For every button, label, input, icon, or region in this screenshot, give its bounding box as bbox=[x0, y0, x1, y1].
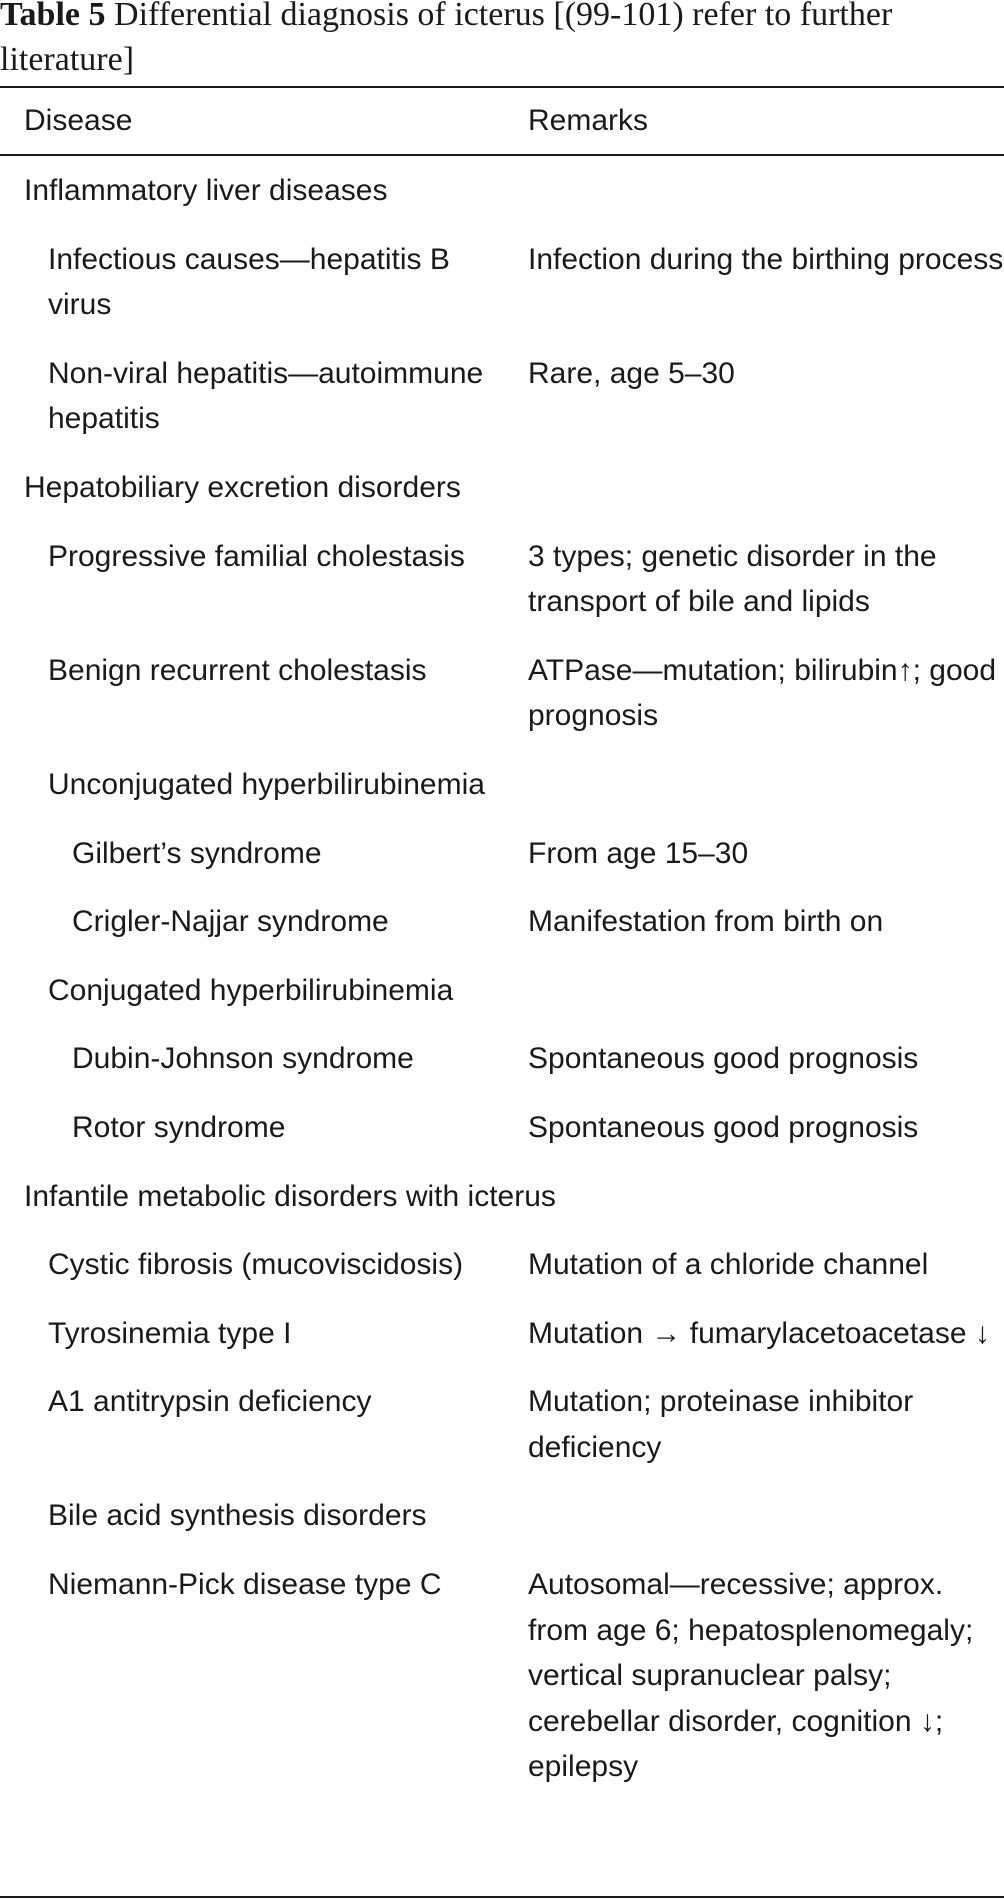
table-section-row bbox=[0, 1174, 1004, 1243]
table-row bbox=[0, 1242, 1004, 1311]
table-row bbox=[0, 351, 1004, 465]
remarks-cell: Mutation → fumarylacetoacetase ↓ bbox=[528, 1316, 990, 1350]
disease-cell: Dubin-Johnson syndrome bbox=[72, 1042, 414, 1076]
table-header bbox=[0, 88, 1004, 154]
disease-cell: Hepatobiliary excretion disorders bbox=[24, 470, 461, 504]
table-row bbox=[0, 1562, 1004, 1813]
disease-cell: A1 antitrypsin deficiency bbox=[48, 1385, 372, 1419]
table-header-rule bbox=[0, 154, 1004, 156]
disease-cell: Unconjugated hyperbilirubinemia bbox=[48, 767, 485, 801]
table-row bbox=[0, 968, 1004, 1037]
disease-cell: Non-viral hepatitis—autoimmune hepatitis bbox=[48, 356, 484, 436]
table-row bbox=[0, 648, 1004, 762]
column-header-remarks: Remarks bbox=[528, 104, 649, 137]
disease-cell: Rotor syndrome bbox=[72, 1110, 286, 1144]
table-section-row bbox=[0, 465, 1004, 534]
remarks-cell: ATPase—mutation; bilirubin↑; good prognosis bbox=[528, 653, 997, 733]
table-section-row bbox=[0, 168, 1004, 237]
table-row bbox=[0, 1311, 1004, 1380]
table-row bbox=[0, 1379, 1004, 1493]
remarks-cell: Mutation; proteinase inhibitor deficiency bbox=[528, 1385, 914, 1464]
table-caption-text: Differential diagnosis of icterus [(99-101) refer to further literature] bbox=[0, 0, 893, 78]
table-row bbox=[0, 237, 1004, 351]
table-caption-label: Table 5 bbox=[0, 0, 106, 33]
table-caption bbox=[0, 0, 990, 82]
table-row bbox=[0, 831, 1004, 900]
disease-cell: Tyrosinemia type I bbox=[48, 1316, 292, 1350]
disease-cell: Infantile metabolic disorders with icterus bbox=[24, 1179, 556, 1213]
disease-cell: Bile acid synthesis disorders bbox=[48, 1499, 427, 1533]
remarks-cell: Autosomal—recessive; approx. from age 6; hepatosplenomegaly; vertical supranuclear palsy; cerebellar disorder, cognition ↓; epilepsy bbox=[528, 1568, 974, 1784]
remarks-cell: Infection during the birthing process bbox=[528, 242, 1004, 276]
remarks-cell: Rare, age 5–30 bbox=[528, 356, 735, 390]
table-bottom-rule bbox=[0, 1896, 1004, 1898]
table-row bbox=[0, 899, 1004, 968]
remarks-cell: Mutation of a chloride channel bbox=[528, 1248, 929, 1282]
table-row bbox=[0, 1036, 1004, 1105]
remarks-cell: Manifestation from birth on bbox=[528, 905, 884, 939]
disease-cell: Gilbert’s syndrome bbox=[72, 836, 322, 870]
remarks-cell: From age 15–30 bbox=[528, 836, 749, 870]
column-header-disease: Disease bbox=[24, 104, 133, 137]
disease-cell: Infectious causes—hepatitis B virus bbox=[48, 242, 450, 322]
remarks-cell: 3 types; genetic disorder in the transport of bile and lipids bbox=[528, 539, 937, 619]
table-row bbox=[0, 1105, 1004, 1174]
disease-cell: Crigler-Najjar syndrome bbox=[72, 905, 389, 939]
table-body bbox=[0, 168, 1004, 1813]
disease-cell: Cystic fibrosis (mucoviscidosis) bbox=[48, 1248, 464, 1282]
remarks-cell: Spontaneous good prognosis bbox=[528, 1042, 919, 1076]
table-row bbox=[0, 1493, 1004, 1562]
remarks-cell: Spontaneous good prognosis bbox=[528, 1110, 919, 1144]
disease-cell: Inflammatory liver diseases bbox=[24, 174, 388, 207]
disease-cell: Conjugated hyperbilirubinemia bbox=[48, 973, 454, 1007]
table-row bbox=[0, 534, 1004, 648]
disease-cell: Niemann-Pick disease type C bbox=[48, 1568, 442, 1602]
table-row bbox=[0, 762, 1004, 831]
disease-cell: Benign recurrent cholestasis bbox=[48, 653, 427, 687]
disease-cell: Progressive familial cholestasis bbox=[48, 539, 465, 573]
